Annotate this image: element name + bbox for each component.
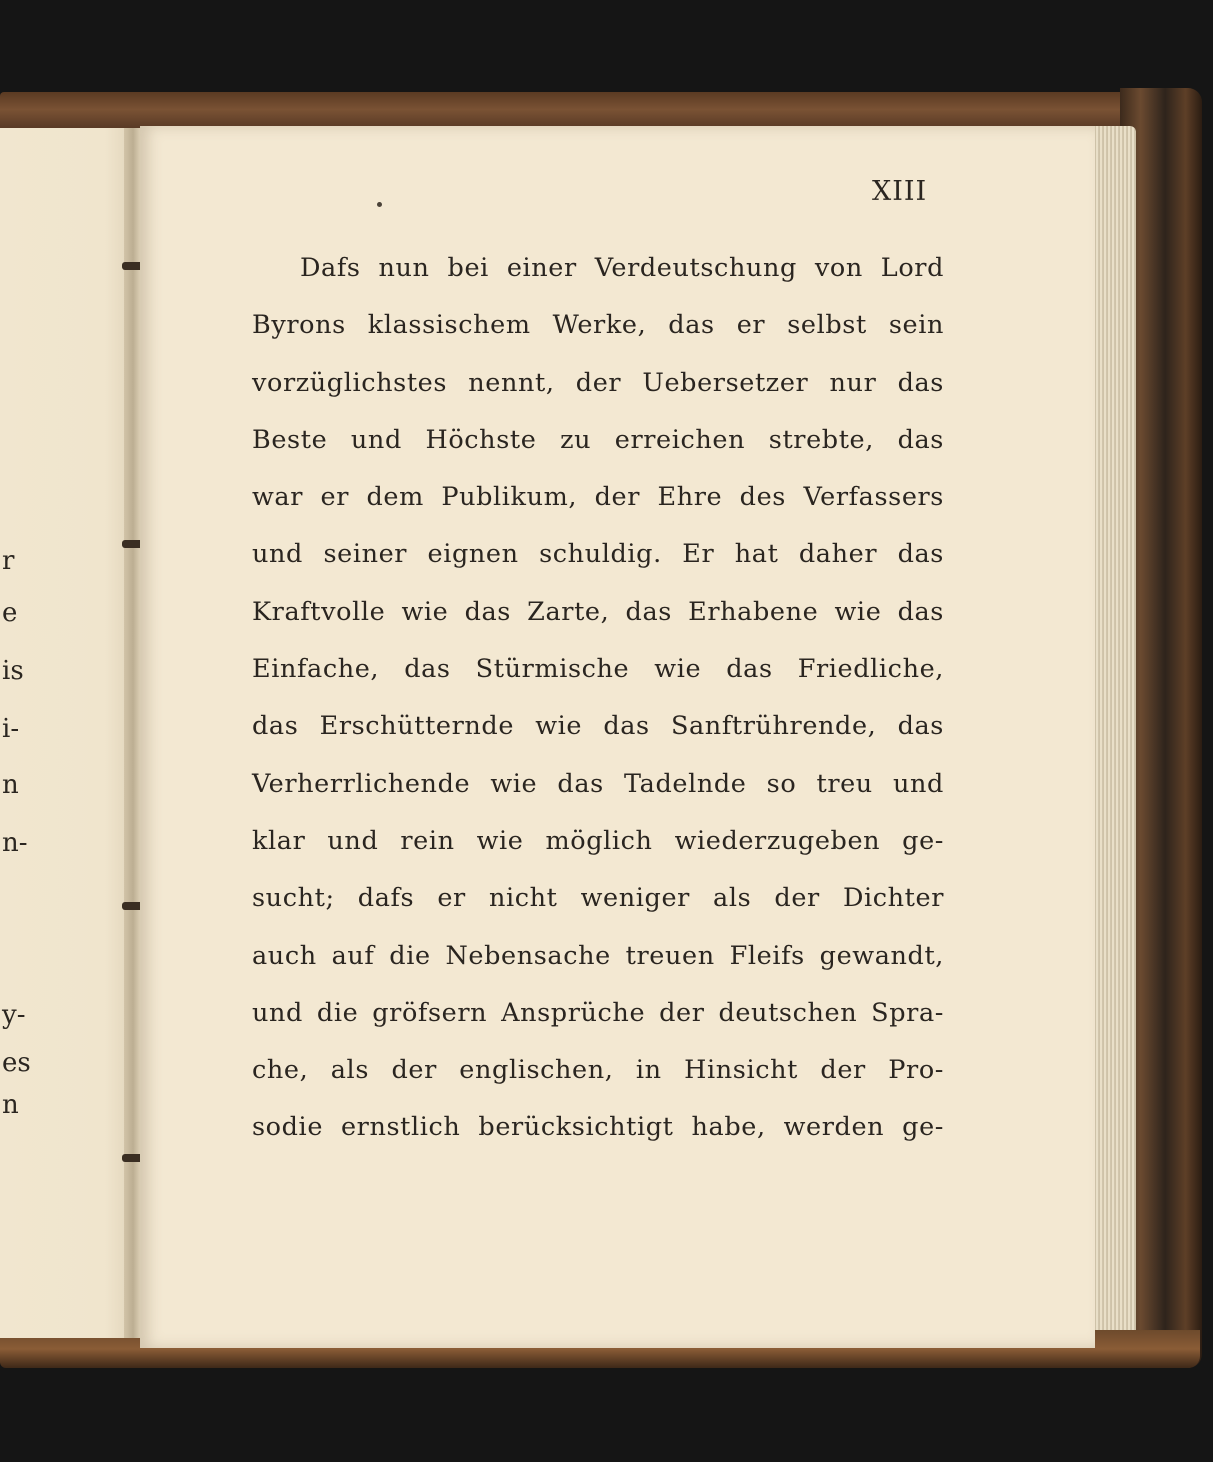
text-line: sodie ernstlich berücksichtigt habe, werden ge- xyxy=(252,1112,944,1143)
page-number: XIII xyxy=(872,176,928,207)
text-line: sucht; dafs er nicht weniger als der Dichter xyxy=(252,883,944,914)
paper-speck xyxy=(377,202,382,207)
text-line: Kraftvolle wie das Zarte, das Erhabene wie das xyxy=(252,596,944,627)
left-fragment: i- xyxy=(2,714,20,744)
text-line: und seiner eignen schuldig. Er hat daher das xyxy=(252,539,944,570)
text-line: Verherrlichende wie das Tadelnde so treu und xyxy=(252,768,944,799)
text-line: und die gröfsern Ansprüche der deutschen Spra- xyxy=(252,997,944,1028)
left-fragment: n xyxy=(2,770,19,800)
text-line: Einfache, das Stürmische wie das Friedliche, xyxy=(252,654,944,685)
text-line: Beste und Höchste zu erreichen strebte, das xyxy=(252,424,944,455)
left-fragment: e xyxy=(2,598,18,628)
text-line: war er dem Publikum, der Ehre des Verfassers xyxy=(252,482,944,513)
left-fragment: is xyxy=(2,656,24,686)
left-fragment: r xyxy=(2,546,15,576)
left-fragment: es xyxy=(2,1048,31,1078)
text-line: vorzüglichstes nennt, der Uebersetzer nur das xyxy=(252,367,944,398)
text-line: klar und rein wie möglich wiederzugeben ge- xyxy=(252,825,944,856)
text-line: Dafs nun bei einer Verdeutschung von Lord xyxy=(300,253,944,283)
text-line: Byrons klassischem Werke, das er selbst sein xyxy=(252,310,944,341)
left-fragment: n- xyxy=(2,828,28,858)
body-text xyxy=(252,240,944,1157)
text-line: auch auf die Nebensache treuen Fleifs gewandt, xyxy=(252,940,944,971)
left-page-text-fragments xyxy=(0,128,30,1338)
text-line: che, als der englischen, in Hinsicht der Pro- xyxy=(252,1055,944,1086)
left-fragment: y- xyxy=(2,1000,26,1030)
left-fragment: n xyxy=(2,1090,19,1120)
text-line: das Erschütternde wie das Sanftrührende, das xyxy=(252,711,944,742)
page-block-edges xyxy=(1092,126,1136,1340)
